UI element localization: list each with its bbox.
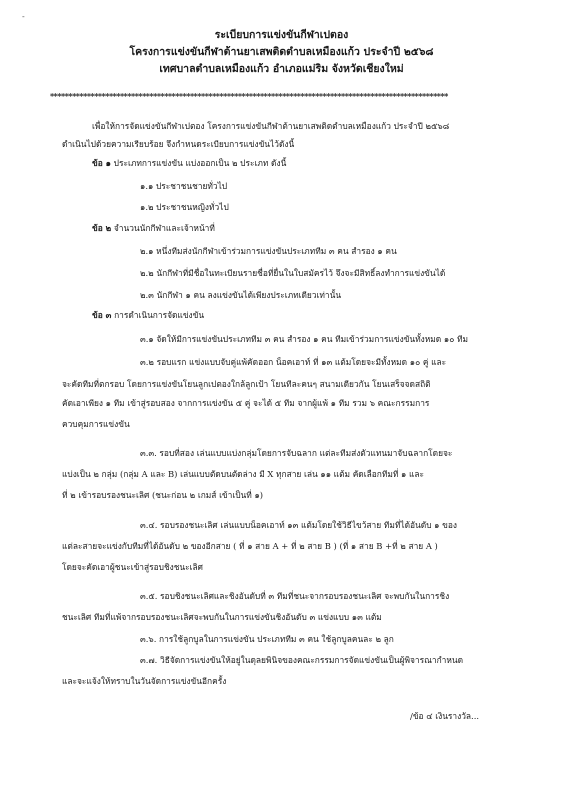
item-3-3-line-2: แบ่งเป็น ๒ กลุ่ม (กลุ่ม A และ B) เล่นแบบตัดบนตัดล่าง มี X ทุกสาย เล่น ๑๑ แต้ม คัดเลือกทีมที่ ๑ และ [62, 469, 425, 479]
item-3-2-line-1: ๓.๒ รอบแรก แข่งแบบจับคู่แพ้คัดออก น็อคเอาท์ ที่ ๑๓ แต้มโดยจะมีทั้งหมด ๑๐ คู่ และ [140, 357, 447, 367]
item-3-7-line-2: และจะแจ้งให้ทราบในวันจัดการแข่งขันอีกครั้ง [62, 676, 227, 686]
item-3-2-line-2: จะคัดทีมที่ตกรอบ โดยการแข่งขันโยนลูกเปตองใกล้ลูกเป้า โยนทีละคนๆ สนามเดียวกัน โยนเสร็จจดสถิติ [62, 379, 431, 389]
section-3-heading [92, 309, 204, 321]
item-3-3-line-1: ๓.๓. รอบที่สอง เล่นแบบแบ่งกลุ่มโดยการจับฉลาก แต่ละทีมส่งตัวแทนมาจับฉลากโดยจะ [140, 448, 453, 458]
item-2-1: ๒.๑ หนึ่งทีมส่งนักกีฬาเข้าร่วมการแข่งขันประเภททีม ๓ คน สำรอง ๑ คน [140, 246, 397, 256]
item-3-3-line-3: ที่ ๒ เข้ารอบรองชนะเลิศ (ชนะก่อน ๒ เกมส์ เข้าเป็นที่ ๑) [62, 490, 264, 500]
section-2-label: ข้อ ๒ [92, 223, 112, 233]
section-1-label: ข้อ ๑ [92, 158, 111, 168]
section-1-title: ประเภทการแข่งขัน แบ่งออกเป็น ๒ ประเภท ดังนี้ [113, 158, 287, 168]
item-3-5-line-2: ชนะเลิศ ทีมที่แพ้จากรอบรองชนะเลิศจะพบกันในการแข่งขันชิงอันดับ ๓ แข่งแบบ ๑๓ แต้ม [62, 612, 382, 622]
item-2-3: ๒.๓ นักกีฬา ๑ คน ลงแข่งขันได้เพียงประเภทเดียวเท่านั้น [140, 290, 342, 300]
section-1-heading [92, 157, 286, 169]
item-3-4-line-3: โดยจะคัดเอาผู้ชนะเข้าสู่รอบชิงชนะเลิศ [62, 562, 203, 572]
item-1-1: ๑.๑ ประชาชนชายทั่วไป [140, 181, 228, 191]
item-3-6: ๓.๖. การใช้ลูกบูลในการแข่งขัน ประเภททีม ๓ คน ใช้ลูกบูลคนละ ๒ ลูก [140, 634, 394, 644]
item-3-1: ๓.๑ จัดให้มีการแข่งขันประเภททีม ๓ คน สำรอง ๑ คน ทีมเข้าร่วมการแข่งขันทั้งหมด ๑๐ ทีม [140, 334, 469, 344]
section-2-heading [92, 222, 215, 234]
title-line-1: ระเบียบการแข่งขันกีฬาเปตอง [214, 29, 349, 41]
title-line-3: เทศบาลตำบลเหมืองแก้ว อำเภอแม่ริม จังหวัดเชียงใหม่ [159, 63, 404, 75]
page-continuation-note: /ข้อ ๔ เงินรางวัล... [410, 711, 480, 721]
corner-mark: - [22, 12, 25, 21]
item-3-4-line-1: ๓.๔. รอบรองชนะเลิศ เล่นแบบน็อคเอาท์ ๑๓ แต้มโดยใช้วิธีไขว้สาย ทีมที่ได้อันดับ ๑ ของ [140, 520, 458, 530]
section-3-label: ข้อ ๓ [92, 310, 112, 320]
item-3-2-line-3: คัดเอาเพียง ๑ ทีม เข้าสู่รอบสอง จากการแข่งขัน ๕ คู่ จะได้ ๕ ทีม จากผู้แพ้ ๑ ทีม รวม ๖ คณะกรรมการ [62, 398, 430, 408]
intro-line-1: เพื่อให้การจัดแข่งขันกีฬาเปตอง โครงการแข่งขันกีฬาต้านยาเสพติดตำบลเหมืองแก้ว ประจำปี ๒๕๖๘ [92, 121, 450, 131]
item-3-2-line-4: ควบคุมการแข่งขัน [62, 419, 130, 429]
item-2-2: ๒.๒ นักกีฬาที่มีชื่อในทะเบียนรายชื่อที่ยื่นในใบสมัครไว้ จึงจะมีสิทธิ์ลงทำการแข่งขันได้ [140, 268, 446, 278]
item-3-5-line-1: ๓.๕. รอบชิงชนะเลิศและชิงอันดับที่ ๓ ทีมที่ชนะจากรอบรองชนะเลิศ จะพบกันในการชิง [140, 591, 450, 601]
separator-line: ************************************************************************************************************ [50, 91, 448, 101]
section-3-title: การดำเนินการจัดแข่งขัน [114, 310, 205, 320]
item-3-7-line-1: ๓.๗. วิธีจัดการแข่งขันให้อยู่ในดุลยพินิจของคณะกรรมการจัดแข่งขันเป็นผู้พิจารณากำหนด [140, 655, 464, 665]
title-line-2: โครงการแข่งขันกีฬาต้านยาเสพติดตำบลเหมืองแก้ว ประจำปี ๒๕๖๘ [129, 46, 434, 58]
item-1-2: ๑.๒ ประชาชนหญิงทั่วไป [140, 202, 229, 212]
intro-line-2: ดำเนินไปด้วยความเรียบร้อย จึงกำหนดระเบียบการแข่งขันไว้ดังนี้ [62, 139, 295, 149]
section-2-title: จำนวนนักกีฬาและเจ้าหน้าที่ [113, 223, 215, 233]
item-3-4-line-2: แต่ละสายจะแข่งกับทีมที่ได้อันดับ ๒ ของอีกสาย ( ที่ ๑ สาย A + ที่ ๒ สาย B ) (ที่ ๑ สาย B +ที่ ๒ สาย A ) [62, 541, 438, 551]
